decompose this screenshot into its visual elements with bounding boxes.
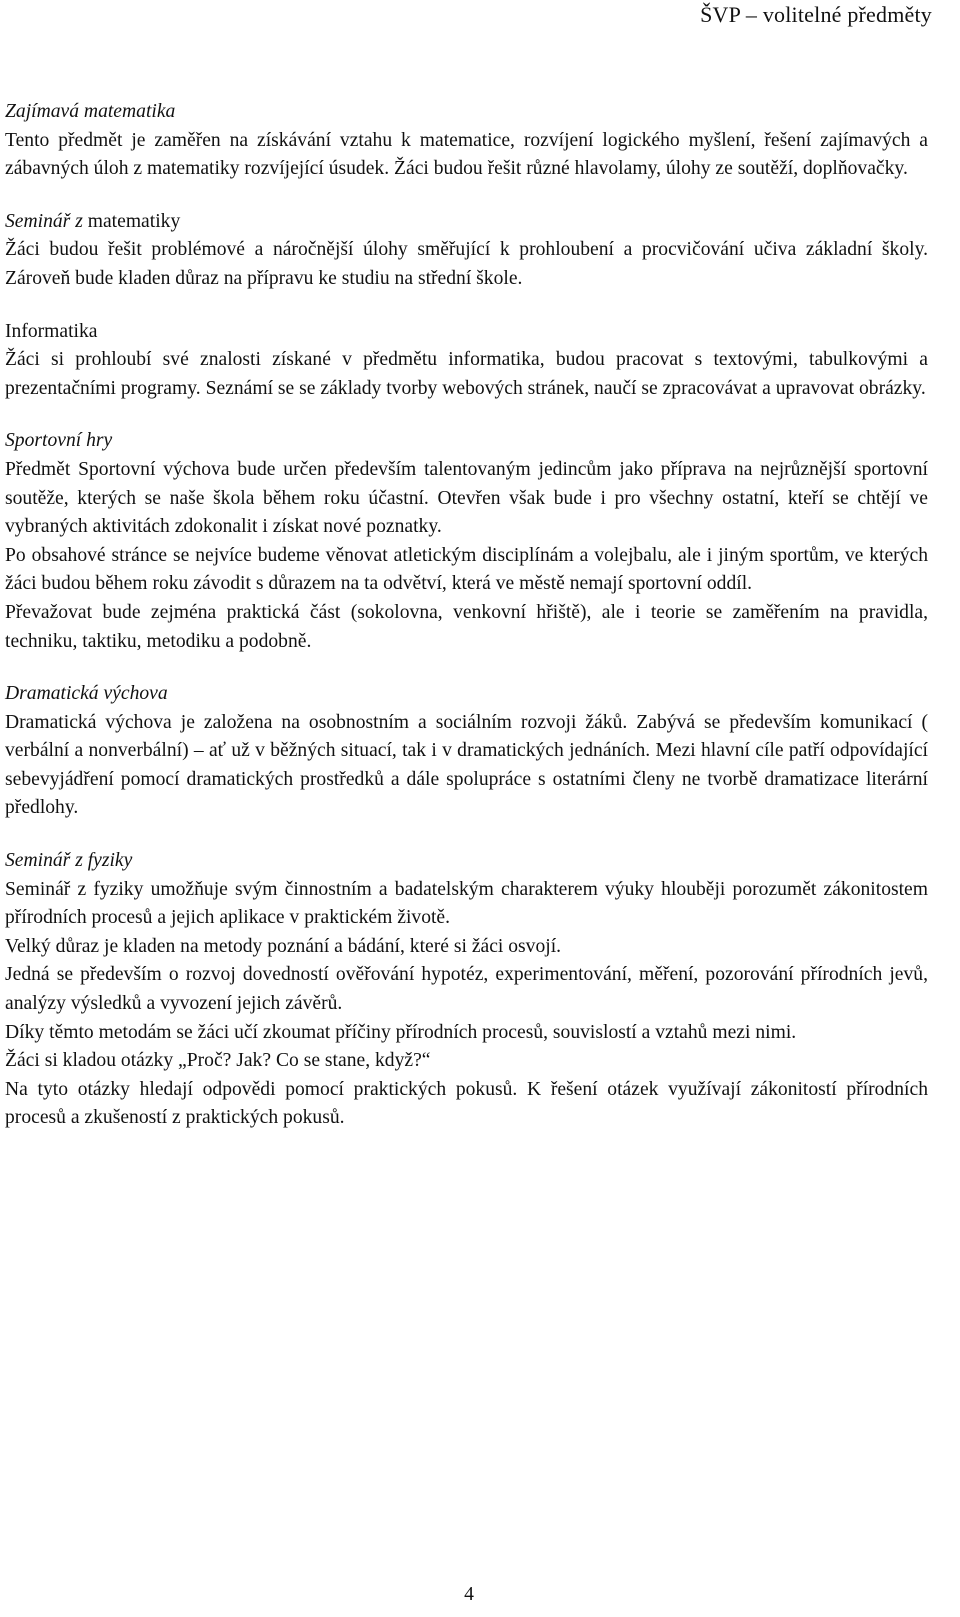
section-title <box>5 98 928 127</box>
section-sportovni-hry <box>5 427 928 656</box>
paragraph: Tento předmět je zaměřen na získávání vztahu k matematice, rozvíjení logického myšlení, řešení zajímavých a zábavných úloh z matematiky rozvíjející úsudek. Žáci budou řešit různé hlavolamy, úlohy ze soutěží, doplňovačky. <box>5 129 928 180</box>
paragraph: Na tyto otázky hledají odpovědi pomocí praktických pokusů. K řešení otázek využívají zákonitostí přírodních procesů a zkušeností z praktických pokusů. <box>5 1078 928 1129</box>
section-title-text: Zajímavá matematika <box>5 101 176 122</box>
page-number: 4 <box>464 1584 474 1605</box>
section-title <box>5 680 928 709</box>
paragraph: Dramatická výchova je založena na osobnostním a sociálním rozvoji žáků. Zabývá se především komunikací ( verbální a nonverbální) – ať už v běžných situací, tak i v dramatických jednáních. Mezi hlavní cíle patří odpovídající sebevyjádření pomocí dramatických prostředků a dále spolupráce s ostatními členy ne tvorbě dramatizace literární předlohy. <box>5 711 928 819</box>
section-title-italic: Seminář z <box>5 210 83 232</box>
paragraph: Seminář z fyziky umožňuje svým činnostním a badatelským charakterem výuky hlouběji porozumět zákonitostem přírodních procesů a jejich aplikace v praktickém životě. <box>5 878 928 929</box>
section-title-rest: matematiky <box>82 210 181 232</box>
paragraph: Díky těmto metodám se žáci učí zkoumat příčiny přírodních procesů, souvislostí a vztahů mezi nimi. <box>5 1021 797 1043</box>
section-title <box>5 208 928 237</box>
section-title-text: Sportovní hry <box>5 430 113 452</box>
section-zajimava-matematika <box>5 98 928 184</box>
section-seminar-fyziky <box>5 847 928 1133</box>
paragraph: Předmět Sportovní výchova bude určen především talentovaným jedincům jako příprava na nejrůznější sportovní soutěže, kterých se naše škola během roku účastní. Otevřen však bude i pro všechny ostatní, kteří se chtějí ve vybraných aktivitách zdokonalit i získat nové poznatky. <box>5 458 928 538</box>
paragraph: Velký důraz je kladen na metody poznání a bádání, které si žáci osvojí. <box>5 935 562 957</box>
section-title <box>5 427 928 456</box>
section-title: Informatika <box>5 320 98 342</box>
section-title-text: Dramatická výchova <box>5 683 168 705</box>
section-seminar-matematika <box>5 208 928 294</box>
section-title <box>5 847 928 876</box>
paragraph: Žáci budou řešit problémové a náročnější úlohy směřující k prohloubení a procvičování učiva základní školy. Zároveň bude kladen důraz na přípravu ke studiu na střední škole. <box>5 239 928 289</box>
paragraph: Žáci si kladou otázky „Proč? Jak? Co se stane, když?“ <box>5 1050 431 1072</box>
section-title-text: Seminář z fyziky <box>5 850 133 872</box>
paragraph: Žáci si prohloubí své znalosti získané v předmětu informatika, budou pracovat s textovými, tabulkovými a prezentačními programy. Seznámí se se základy tvorby webových stránek, naučí se zpracovávat a upravovat obrázky. <box>5 349 928 399</box>
document-body <box>5 98 928 1133</box>
section-informatika <box>5 318 928 404</box>
paragraph: Po obsahové stránce se nejvíce budeme věnovat atletickým disciplínám a volejbalu, ale i jiným sportům, ve kterých žáci budou během roku závodit s důrazem na ta odvětví, která ve městě nemají sportovní oddíl. <box>5 544 928 595</box>
section-dramaticka-vychova <box>5 680 928 823</box>
page-header: ŠVP – volitelné předměty <box>700 2 932 27</box>
paragraph: Jedná se především o rozvoj dovedností ověřování hypotéz, experimentování, měření, pozorování přírodních jevů, analýzy výsledků a vyvození jejich závěrů. <box>5 964 928 1015</box>
paragraph: Převažovat bude zejména praktická část (sokolovna, venkovní hřiště), ale i teorie se zaměřením na pravidla, techniku, taktiku, metodiku a podobně. <box>5 601 928 652</box>
